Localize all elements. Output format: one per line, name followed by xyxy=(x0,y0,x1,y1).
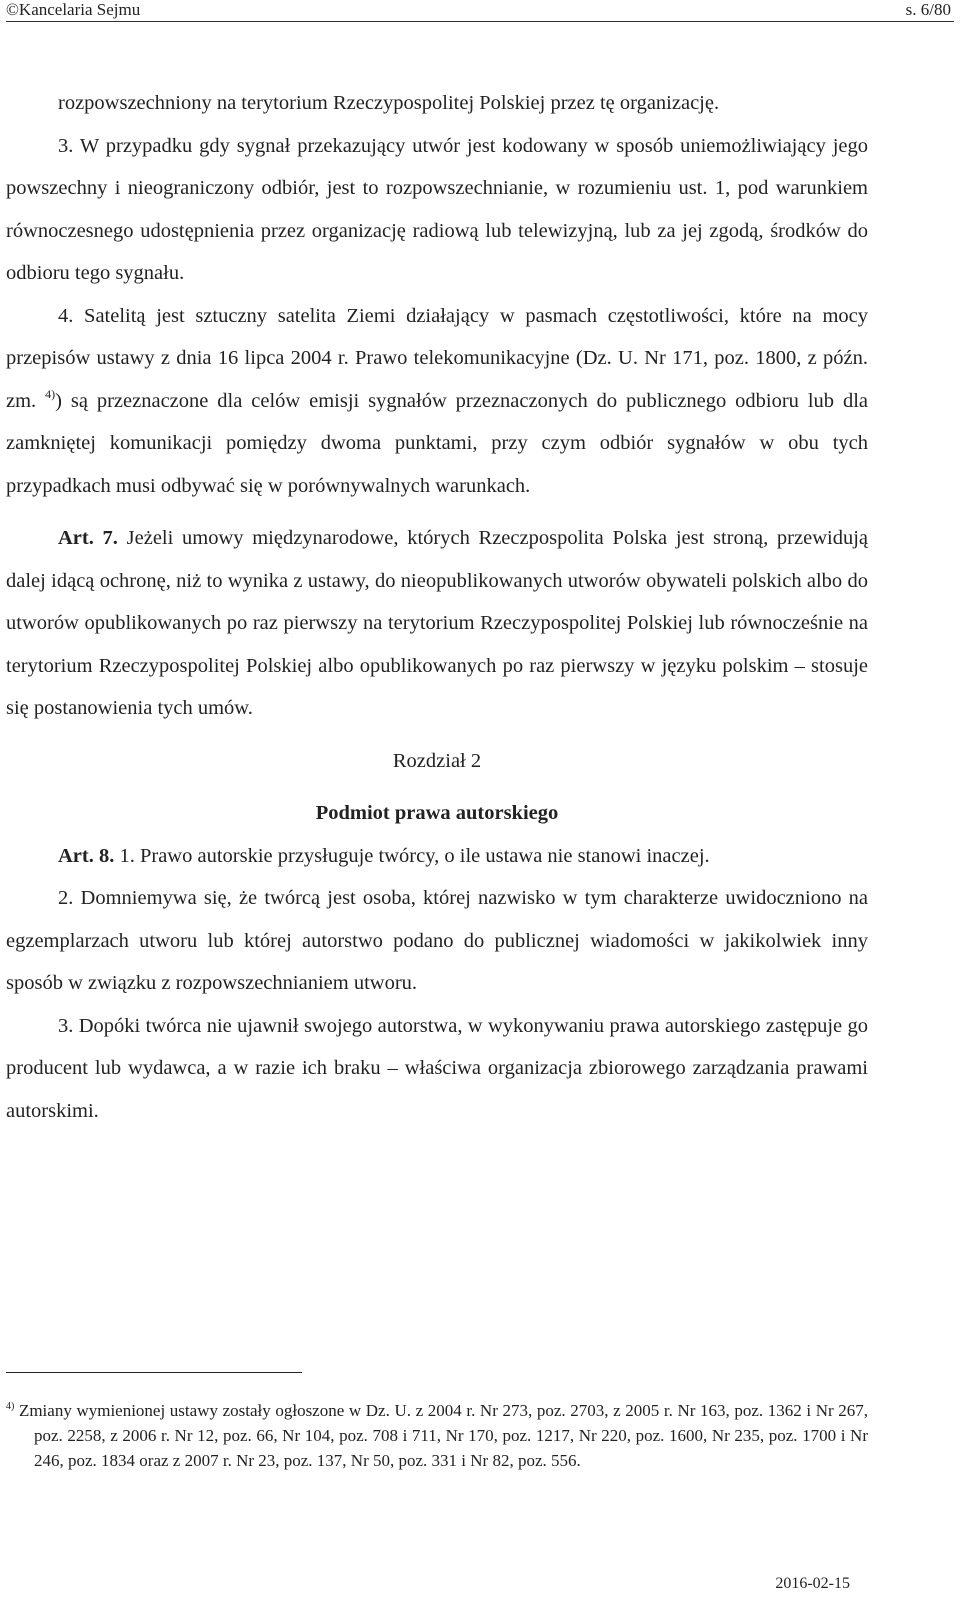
paragraph-ust-4 xyxy=(6,295,868,508)
document-body xyxy=(6,82,868,1132)
footnote-marker: 4) xyxy=(6,1401,15,1412)
footnote xyxy=(6,1398,868,1473)
header-divider xyxy=(6,21,954,22)
article-8-ust-1-text: 1. Prawo autorskie przysługuje twórcy, o ile ustawa nie stanowi inaczej. xyxy=(114,844,710,867)
document-date: 2016-02-15 xyxy=(775,1575,850,1592)
paragraph-ust-4-text-b: ) są przeznaczone dla celów emisji sygnałów przeznaczonych do publicznego odbioru lub dla zamkniętej komunikacji pomiędzy dwoma punktami, przy czym odbiór sygnałów w obu tych przypadkach musi odbywać się w porównywalnych warunkach. xyxy=(6,389,869,497)
footnote-body xyxy=(6,1398,868,1473)
page-header xyxy=(0,0,960,20)
footnote-ref[interactable]: 4) xyxy=(45,386,56,401)
footnote-divider xyxy=(6,1372,302,1373)
publisher-label: ©Kancelaria Sejmu xyxy=(6,0,141,19)
chapter-title: Podmiot prawa autorskiego xyxy=(315,802,559,824)
page-number: s. 6/80 xyxy=(905,0,951,19)
article-8-label: Art. 8. xyxy=(58,844,115,867)
article-8-ust-1 xyxy=(6,835,868,878)
paragraph-continuation: rozpowszechniony na terytorium Rzeczypospolitej Polskiej przez tę organizację. xyxy=(58,92,720,114)
paragraph-ust-4-text-a: 4. Satelitą jest sztuczny satelita Ziemi działający w pasmach częstotliwości, które na mocy przepisów ustawy z dnia 16 lipca 2004 r. Prawo telekomunikacyjne (Dz. U. Nr 171, poz. 1800, z późn. zm. xyxy=(6,304,868,412)
article-7-label: Art. 7. xyxy=(58,527,118,549)
article-8-ust-2: 2. Domniemywa się, że twórcą jest osoba, której nazwisko w tym charakterze uwidoczniono na egzemplarzach utworu lub której autorstwo podano do publicznej wiadomości w jakikolwiek inny sposób w związku z rozpowszechnianiem utworu. xyxy=(6,887,868,994)
article-7-text: Jeżeli umowy międzynarodowe, których Rzeczpospolita Polska jest stroną, przewidują dalej idącą ochronę, niż to wynika z ustawy, do nieopublikowanych utworów obywateli polskich albo do utworów opublikowanych po raz pierwszy na terytorium Rzeczypospolitej Polskiej lub równocześnie na terytorium Rzeczypospolitej Polskiej albo opublikowanych po raz pierwszy w języku polskim – stosuje się postanowienia tych umów. xyxy=(6,527,868,719)
article-7 xyxy=(6,517,868,730)
chapter-number: Rozdział 2 xyxy=(392,749,482,772)
footnote-text: Zmiany wymienionej ustawy zostały ogłoszone w Dz. U. z 2004 r. Nr 273, poz. 2703, z 2005 r. Nr 163, poz. 1362 i Nr 267, poz. 2258, z 2006 r. Nr 12, poz. 66, Nr 104, poz. 708 i 711, Nr 170, poz. 1217, Nr 220, poz. 1600, Nr 235, poz. 1700 i Nr 246, poz. 1834 oraz z 2007 r. Nr 23, poz. 137, Nr 50, poz. 331 i Nr 82, poz. 556. xyxy=(14,1401,868,1470)
article-8-ust-3: 3. Dopóki twórca nie ujawnił swojego autorstwa, w wykonywaniu prawa autorskiego zastępuje go producent lub wydawca, a w razie ich braku – właściwa organizacja zbiorowego zarządzania prawami autorskimi. xyxy=(6,1014,868,1122)
paragraph-ust-3: 3. W przypadku gdy sygnał przekazujący utwór jest kodowany w sposób uniemożliwiający jego powszechny i nieograniczony odbiór, jest to rozpowszechnianie, w rozumieniu ust. 1, pod warunkiem równoczesnego udostępnienia przez organizację radiową lub telewizyjną, lub za jej zgodą, środków do odbioru tego sygnału. xyxy=(6,134,868,284)
